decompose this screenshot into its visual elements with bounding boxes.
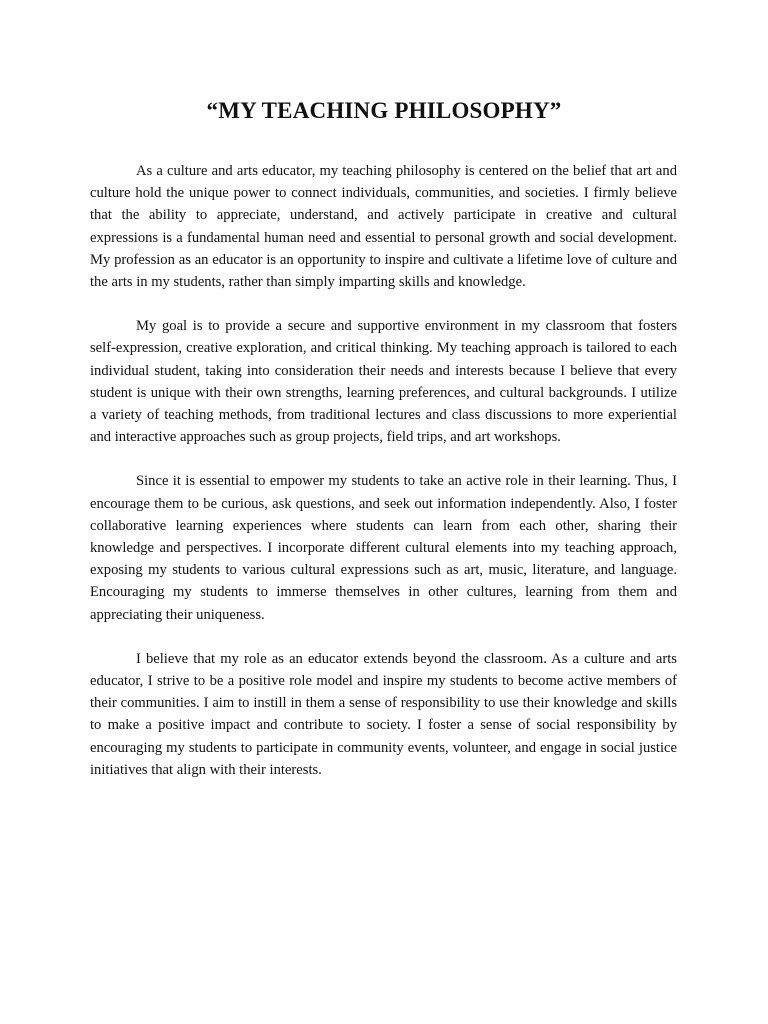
paragraph-2: My goal is to provide a secure and supportive environment in my classroom that fosters self-expression, creative exploration, and critical thinking. My teaching approach is tailored to each individual student, taking into consideration their needs and interests because I believe that every student is unique with their own strengths, learning preferences, and cultural backgrounds. I utilize a variety of teaching methods, from traditional lectures and class discussions to more experiential and interactive approaches such as group projects, field trips, and art workshops. (90, 318, 677, 446)
paragraph-3: Since it is essential to empower my students to take an active role in their learning. Thus, I encourage them to be curious, ask questions, and seek out information independently. Also, I foster collaborative learning experiences where students can learn from each other, sharing their knowledge and perspectives. I incorporate different cultural elements into my teaching approach, exposing my students to various cultural expressions such as art, music, literature, and language. Encouraging my students to immerse themselves in other cultures, learning from them and appreciating their uniqueness. (90, 473, 677, 623)
paragraph-4: I believe that my role as an educator extends beyond the classroom. As a culture and arts educator, I strive to be a positive role model and inspire my students to become active members of their communities. I aim to instill in them a sense of responsibility to use their knowledge and skills to make a positive impact and contribute to society. I foster a sense of social responsibility by encouraging my students to participate in community events, volunteer, and engage in social justice initiatives that align with their interests. (90, 650, 677, 778)
page-title: “MY TEACHING PHILOSOPHY” (206, 98, 562, 123)
document-body (90, 160, 677, 803)
paragraph-1: As a culture and arts educator, my teaching philosophy is centered on the belief that art and culture hold the unique power to connect individuals, communities, and societies. I firmly believe that the ability to appreciate, understand, and actively participate in creative and cultural expressions is a fundamental human need and essential to personal growth and social development. My profession as an educator is an opportunity to inspire and cultivate a lifetime love of culture and the arts in my students, rather than simply imparting skills and knowledge. (90, 163, 677, 291)
